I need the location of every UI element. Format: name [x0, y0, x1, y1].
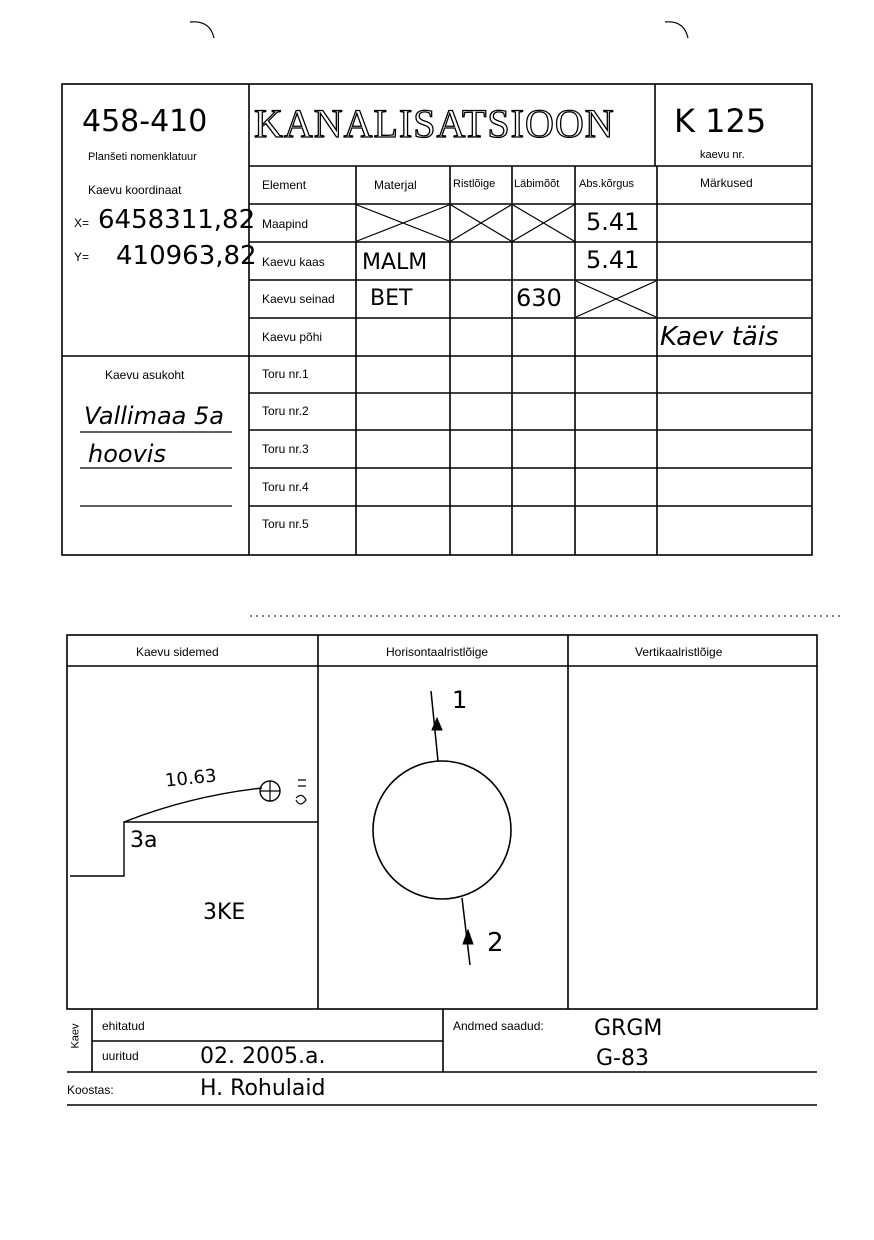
compiled-label: Koostas: — [67, 1083, 114, 1097]
compiled-value: H. Rohulaid — [200, 1076, 326, 1101]
coordinates-label: Kaevu koordinaat — [88, 183, 182, 197]
kaevu-kaas-height: 5.41 — [586, 246, 640, 274]
building-label: 3a — [130, 828, 158, 853]
kaevu-seinad-diameter: 630 — [516, 284, 562, 312]
y-value: 410963,82 — [116, 241, 257, 271]
surveyed-label: uuritud — [102, 1049, 139, 1063]
distance-label: 10.63 — [164, 765, 218, 792]
col-header-cross: Ristlõige — [453, 178, 496, 190]
built-label: ehitatud — [102, 1019, 145, 1033]
source-line2: G-83 — [596, 1046, 649, 1071]
location-line2: hoovis — [88, 440, 166, 468]
row-label-kaevu-kaas: Kaevu kaas — [262, 255, 325, 269]
kaevu-kaas-material: MALM — [362, 250, 428, 275]
col-header-diameter: Läbimõõt — [514, 178, 560, 190]
surveyed-value: 02. 2005.a. — [200, 1044, 326, 1069]
col-header-material: Materjal — [374, 178, 417, 192]
row-label-kaevu-pohi: Kaevu põhi — [262, 330, 323, 344]
col1-header: Kaevu sidemed — [136, 645, 219, 659]
x-label: X= — [74, 216, 90, 230]
row-label-maapind: Maapind — [262, 217, 309, 231]
kaevu-pohi-notes: Kaev täis — [660, 322, 779, 352]
row-label-toru-4: Toru nr.4 — [262, 480, 309, 494]
col-header-element: Element — [262, 178, 307, 192]
kaevu-seinad-material: BET — [370, 286, 413, 311]
y-label: Y= — [74, 250, 90, 264]
sheet-label: Planšeti nomenklatuur — [88, 151, 197, 163]
row-label-toru-3: Toru nr.3 — [262, 442, 309, 456]
location-line1: Vallimaa 5a — [84, 402, 224, 430]
location-label: Kaevu asukoht — [105, 368, 185, 382]
pipe-2-label: 2 — [487, 928, 504, 958]
col3-header: Vertikaalristlõige — [635, 645, 723, 659]
row-label-kaevu-seinad: Kaevu seinad — [262, 292, 335, 306]
page-title: KANALISATSIOON — [254, 101, 615, 146]
pipe-1-label: 1 — [452, 686, 468, 714]
col2-header: Horisontaalristlõige — [386, 645, 489, 659]
sheet-number: 458-410 — [82, 104, 208, 139]
building-type: 3KE — [203, 900, 246, 925]
maapind-height: 5.41 — [586, 208, 640, 236]
row-label-toru-2: Toru nr.2 — [262, 404, 309, 418]
source-line1: GRGM — [594, 1016, 663, 1041]
kaev-label: Kaev — [69, 1023, 82, 1049]
well-number-label: kaevu nr. — [700, 149, 745, 161]
well-number: K 125 — [674, 102, 767, 140]
source-label: Andmed saadud: — [453, 1019, 544, 1033]
row-label-toru-5: Toru nr.5 — [262, 517, 309, 531]
col-header-height: Abs.kõrgus — [579, 178, 635, 190]
row-label-toru-1: Toru nr.1 — [262, 367, 309, 381]
col-header-notes: Märkused — [700, 176, 753, 190]
x-value: 6458311,82 — [98, 205, 256, 235]
